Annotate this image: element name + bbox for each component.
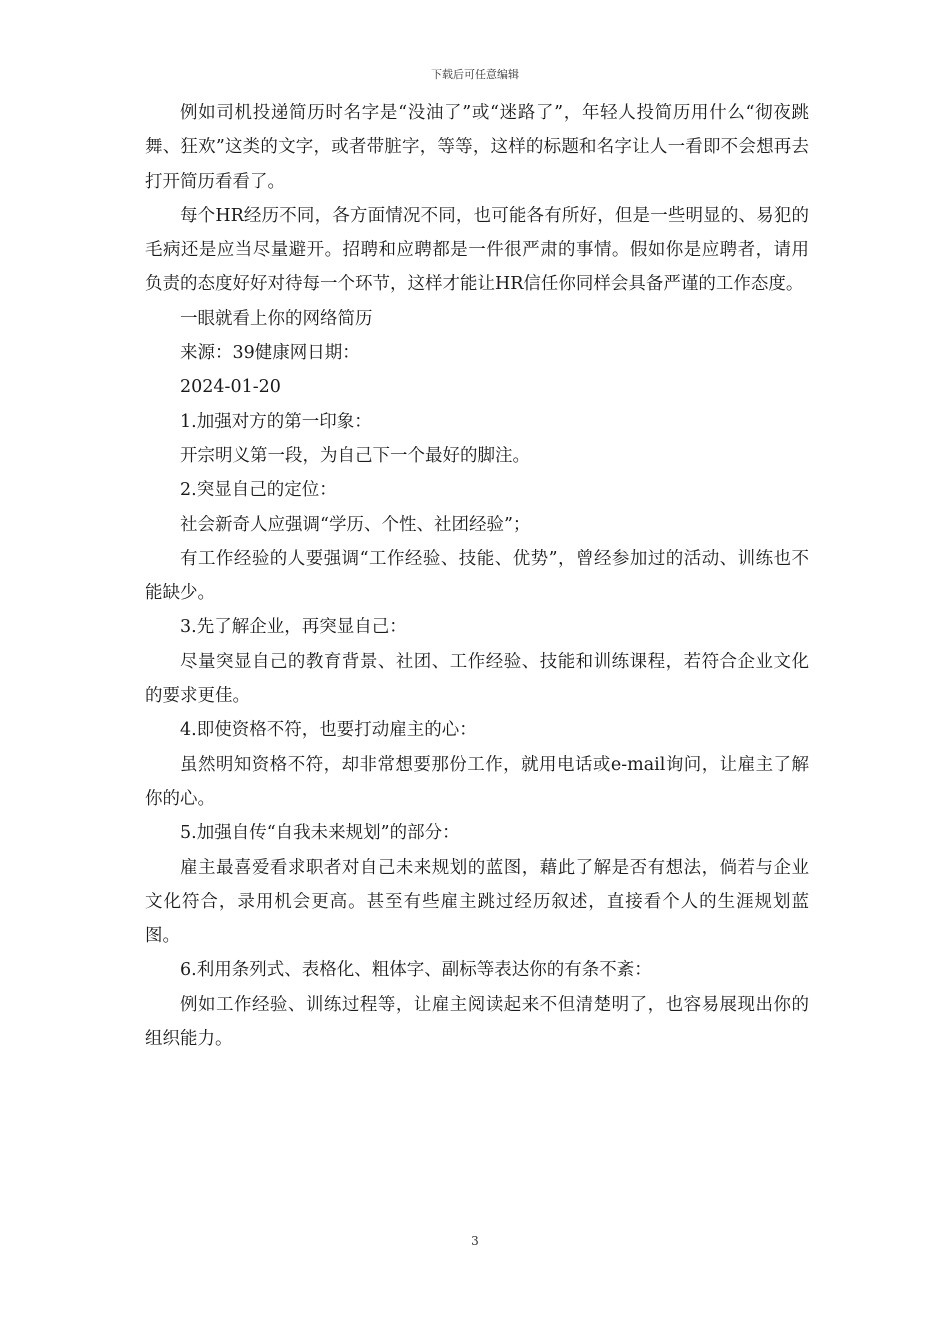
page-header: 下载后可任意编辑 <box>431 68 519 81</box>
tip-6-heading: 6.利用条列式、表格化、粗体字、副标等表达你的有条不紊： <box>180 960 652 981</box>
tip-6-body: 例如工作经验、训练过程等，让雇主阅读起来不但清楚明了，也容易展现出你的组织能力。 <box>145 994 809 1050</box>
document-body <box>145 96 809 1056</box>
tip-2-body-b: 有工作经验的人要强调“工作经验、技能、优势”，曾经参加过的活动、训练也不能缺少。 <box>145 548 809 604</box>
section-title: 一眼就看上你的网络简历 <box>180 308 373 329</box>
tip-1-body: 开宗明义第一段，为自己下一个最好的脚注。 <box>180 445 530 466</box>
tip-5-body: 雇主最喜爱看求职者对自己未来规划的蓝图，藉此了解是否有想法，倘若与企业文化符合，录用机会更高。甚至有些雇主跳过经历叙述，直接看个人的生涯规划蓝图。 <box>145 857 809 947</box>
date-line: 2024-01-20 <box>180 377 281 398</box>
paragraph-1: 例如司机投递简历时名字是“没油了”或“迷路了”，年轻人投简历用什么“彻夜跳舞、狂欢”这类的文字，或者带脏字，等等，这样的标题和名字让人一看即不会想再去打开简历看看了。 <box>145 103 809 192</box>
tip-2-heading: 2.突显自己的定位： <box>180 480 337 501</box>
tip-3-heading: 3.先了解企业，再突显自己： <box>180 617 407 638</box>
tip-4-body: 虽然明知资格不符，却非常想要那份工作，就用电话或e-mail询问，让雇主了解你的心。 <box>145 754 809 809</box>
paragraph-2: 每个HR经历不同，各方面情况不同，也可能各有所好，但是一些明显的、易犯的毛病还是应当尽量避开。招聘和应聘都是一件很严肃的事情。假如你是应聘者，请用负责的态度好好对待每一个环节，这样才能让HR信任你同样会具备严谨的工作态度。 <box>145 205 809 295</box>
tip-4-heading: 4.即使资格不符，也要打动雇主的心： <box>180 720 477 741</box>
source-line: 来源：39健康网日期： <box>180 343 360 364</box>
tip-2-body-a: 社会新奇人应强调“学历、个性、社团经验”； <box>180 514 531 535</box>
tip-1-heading: 1.加强对方的第一印象： <box>180 411 372 432</box>
tip-3-body: 尽量突显自己的教育背景、社团、工作经验、技能和训练课程，若符合企业文化的要求更佳。 <box>145 651 809 707</box>
page-number: 3 <box>471 1234 479 1248</box>
tip-5-heading: 5.加强自传“自我未来规划”的部分： <box>180 823 460 844</box>
